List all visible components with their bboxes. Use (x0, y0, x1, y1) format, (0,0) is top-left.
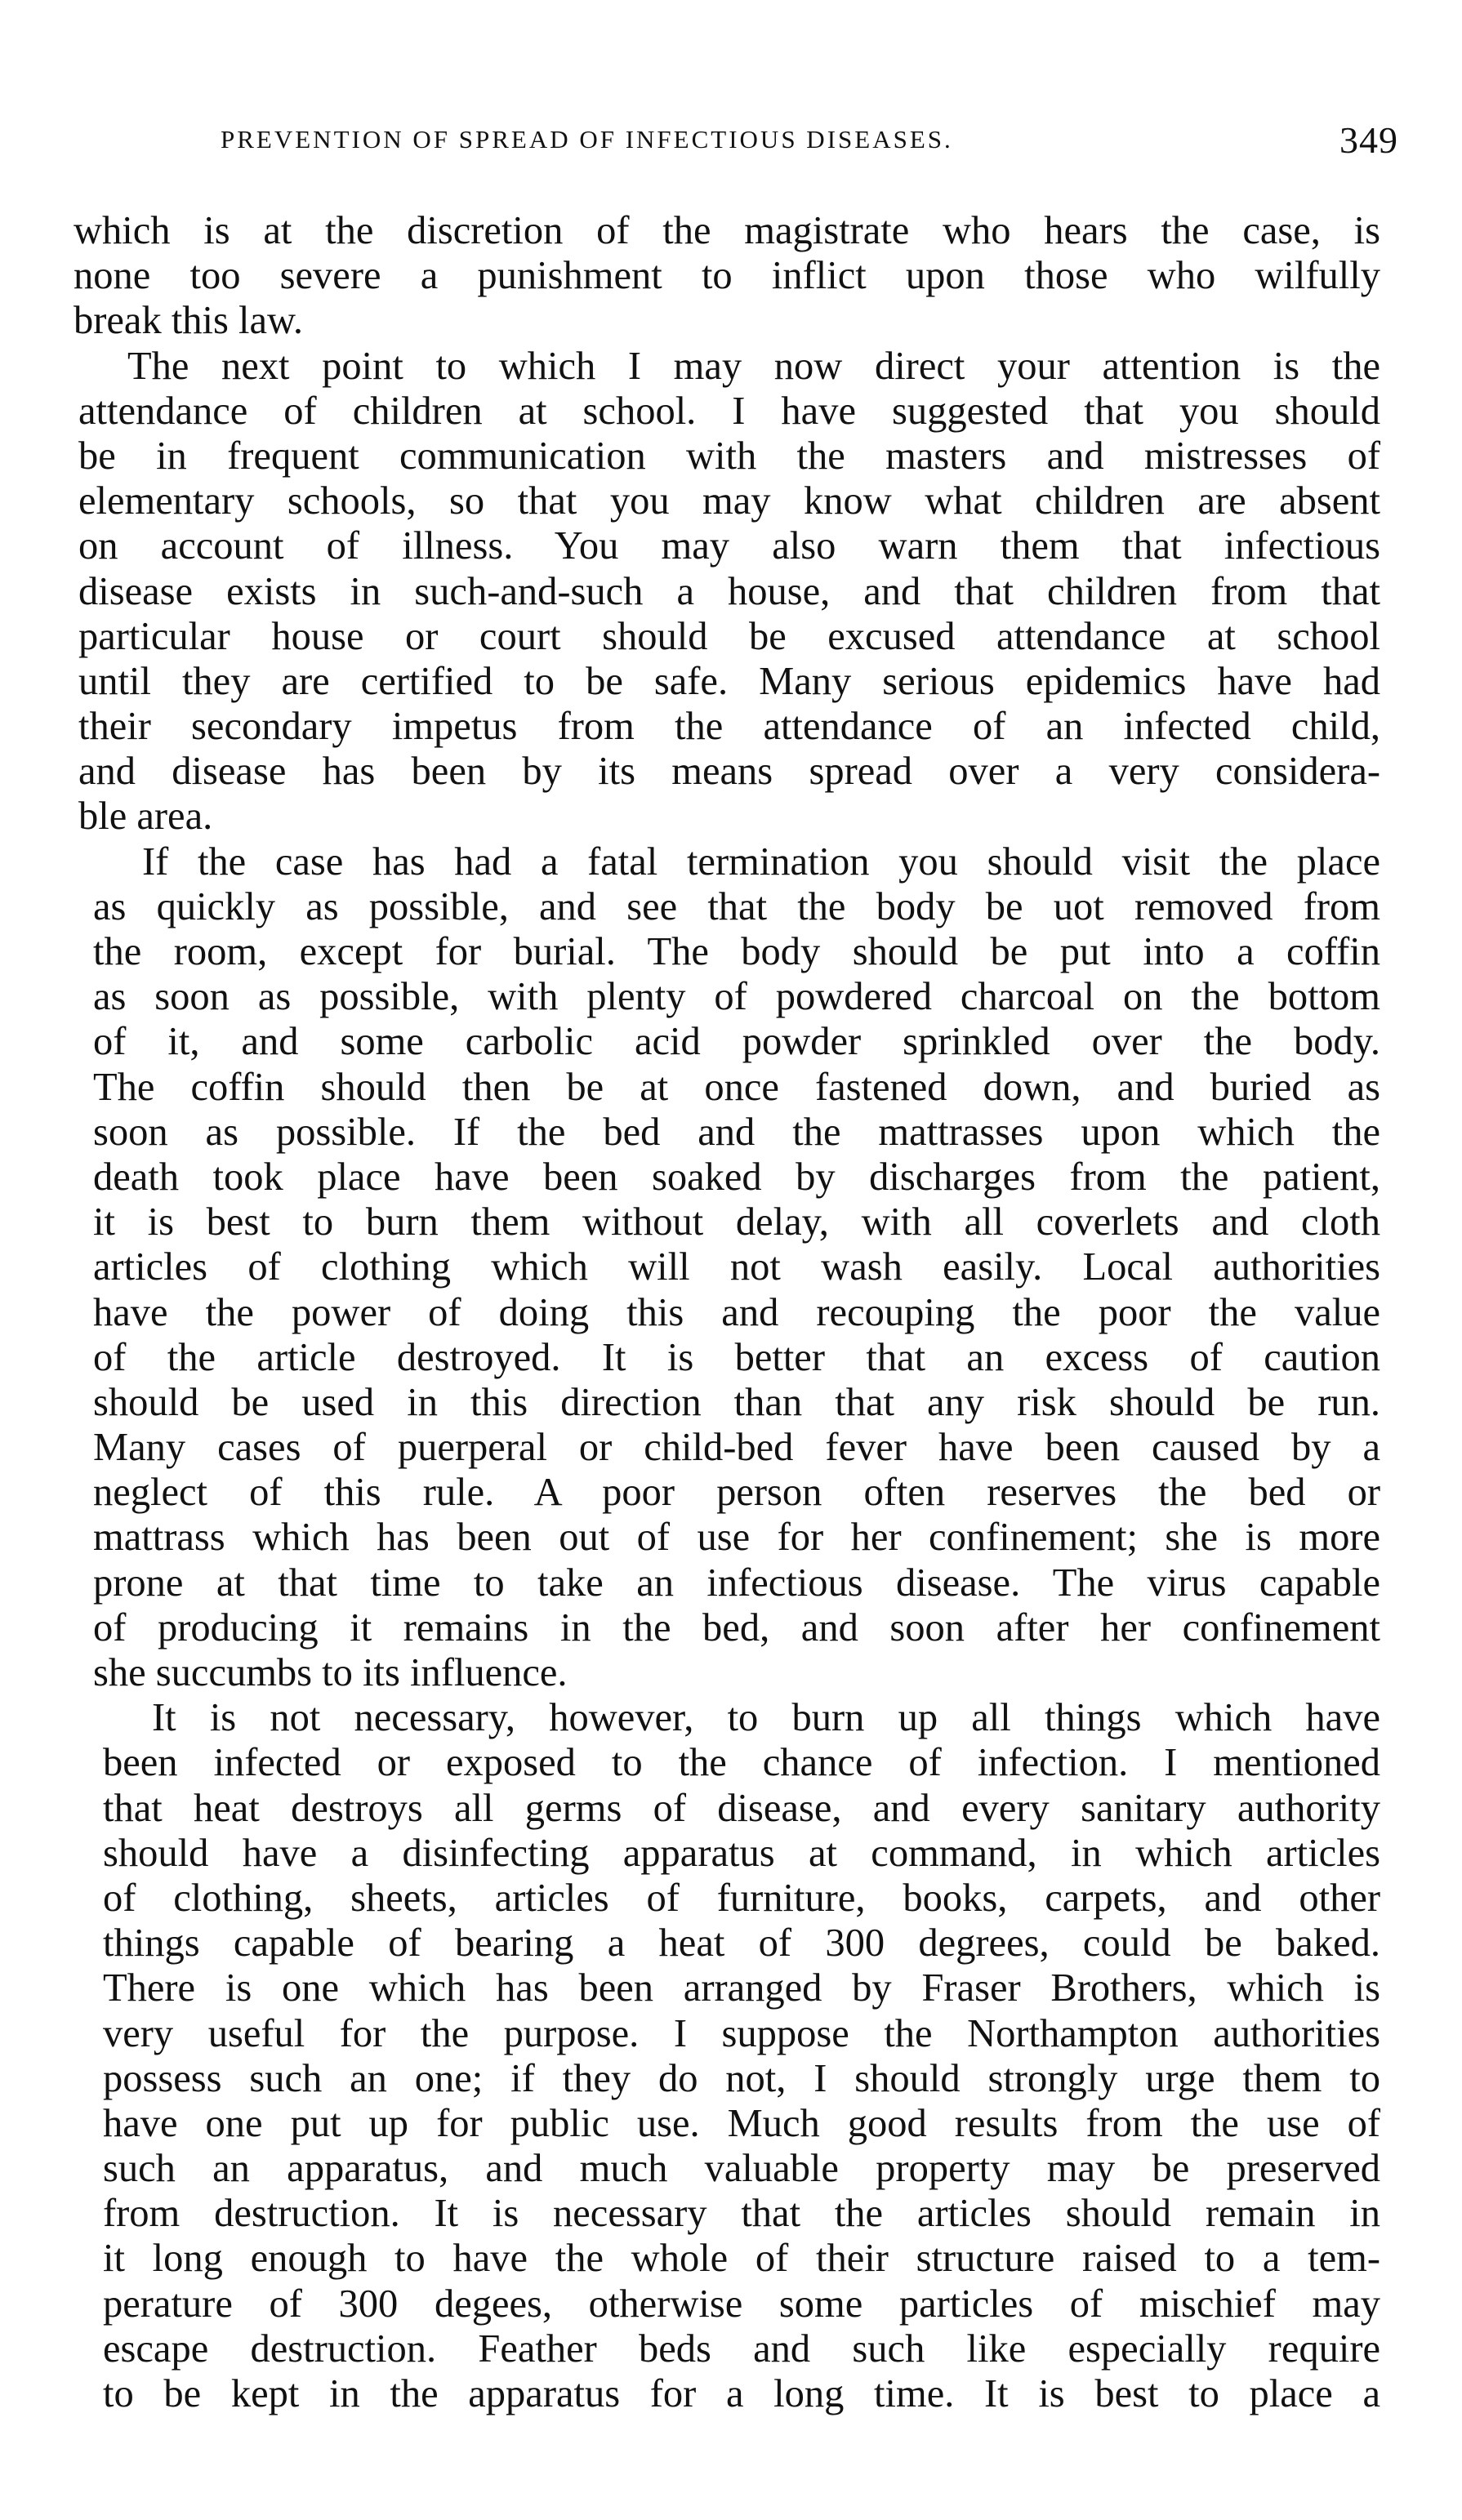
text-line: have the power of doing this and recouping the poor the value (93, 1290, 1380, 1334)
text-line: of producing it remains in the bed, and soon after her confinement (93, 1605, 1380, 1650)
text-line: as soon as possible, with plenty of powdered charcoal on the bottom (93, 975, 1380, 1019)
text-line: until they are certified to be safe. Many serious epidemics have had (78, 659, 1380, 703)
book-page (74, 118, 1398, 2416)
paragraph-1 (74, 208, 1380, 344)
text-line: have one put up for public use. Much good results from the use of (103, 2101, 1380, 2145)
text-line: from destruction. It is necessary that the articles should remain in (103, 2192, 1380, 2236)
text-line: ble area. (78, 795, 213, 839)
text-line: elementary schools, so that you may know what children are absent (78, 479, 1380, 523)
text-line: as quickly as possible, and see that the body be uot removed from (93, 884, 1380, 928)
text-line: break this law. (74, 299, 304, 343)
text-line: she succumbs to its influence. (93, 1651, 568, 1694)
text-line: escape destruction. Feather beds and such like especially require (103, 2326, 1380, 2371)
text-line: It is not necessary, however, to burn up all things which have (152, 1696, 1380, 1740)
text-line: it long enough to have the whole of their structure raised to a tem- (103, 2237, 1380, 2281)
text-line: of the article destroyed. It is better that an excess of caution (93, 1335, 1380, 1379)
text-line: Many cases of puerperal or child-bed fever have been caused by a (93, 1426, 1380, 1470)
text-line: death took place have been soaked by discharges from the patient, (93, 1155, 1380, 1199)
text-line: their secondary impetus from the attendance of an infected child, (78, 705, 1380, 749)
text-line: There is one which has been arranged by Fraser Brothers, which is (103, 1966, 1380, 2010)
text-line: possess such an one; if they do not, I should strongly urge them to (103, 2056, 1380, 2100)
page-number: 349 (1339, 119, 1398, 161)
text-line: very useful for the purpose. I suppose the Northampton authorities (103, 2011, 1380, 2055)
text-line: been infected or exposed to the chance of infection. I mentioned (103, 1741, 1380, 1785)
text-line: none too severe a punishment to inflict upon those who wilfully (74, 254, 1380, 298)
text-line: The coffin should then be at once fastened down, and buried as (93, 1065, 1380, 1109)
text-line: on account of illness. You may also warn them that infectious (78, 524, 1380, 568)
text-line: the room, except for burial. The body should be put into a coffin (93, 930, 1380, 973)
text-line: prone at that time to take an infectious disease. The virus capable (93, 1561, 1380, 1605)
text-line: If the case has had a fatal termination you should visit the place (142, 839, 1380, 884)
text-line: soon as possible. If the bed and the mattrasses upon which the (93, 1110, 1380, 1154)
text-line: to be kept in the apparatus for a long time. It is best to place a (103, 2372, 1380, 2415)
paragraph-2 (78, 344, 1380, 839)
text-line: neglect of this rule. A poor person often reserves the bed or (93, 1471, 1380, 1515)
text-line: disease exists in such-and-such a house, and that children from that (78, 569, 1380, 613)
text-line: things capable of bearing a heat of 300 degrees, could be baked. (103, 1921, 1380, 1966)
paragraph-4 (103, 1695, 1380, 2416)
text-line: be in frequent communication with the masters and mistresses of (78, 434, 1380, 478)
text-line: which is at the discretion of the magistrate who hears the case, is (74, 209, 1380, 252)
text-line: of it, and some carbolic acid powder sprinkled over the body. (93, 1020, 1380, 1064)
text-line: such an apparatus, and much valuable property may be preserved (103, 2147, 1380, 2191)
running-title: PREVENTION OF SPREAD OF INFECTIOUS DISEASES. (221, 125, 953, 154)
page-header (74, 118, 1398, 176)
text-line: perature of 300 degees, otherwise some particles of mischief may (103, 2282, 1380, 2326)
text-line: that heat destroys all germs of disease, and every sanitary authority (103, 1786, 1380, 1830)
text-line: attendance of children at school. I have suggested that you should (78, 389, 1380, 433)
text-line: should have a disinfecting apparatus at command, in which articles (103, 1831, 1380, 1875)
text-line: mattrass which has been out of use for her confinement; she is more (93, 1516, 1380, 1560)
text-line: particular house or court should be excused attendance at school (78, 614, 1380, 658)
paragraph-3 (93, 839, 1380, 1696)
text-line: and disease has been by its means spread over a very considera- (78, 750, 1380, 794)
text-line: articles of clothing which will not wash easily. Local authorities (93, 1245, 1380, 1289)
text-line: of clothing, sheets, articles of furniture, books, carpets, and other (103, 1876, 1380, 1920)
text-line: it is best to burn them without delay, with all coverlets and cloth (93, 1200, 1380, 1244)
text-line: The next point to which I may now direct your attention is the (127, 344, 1380, 388)
text-line: should be used in this direction than that any risk should be run. (93, 1380, 1380, 1424)
